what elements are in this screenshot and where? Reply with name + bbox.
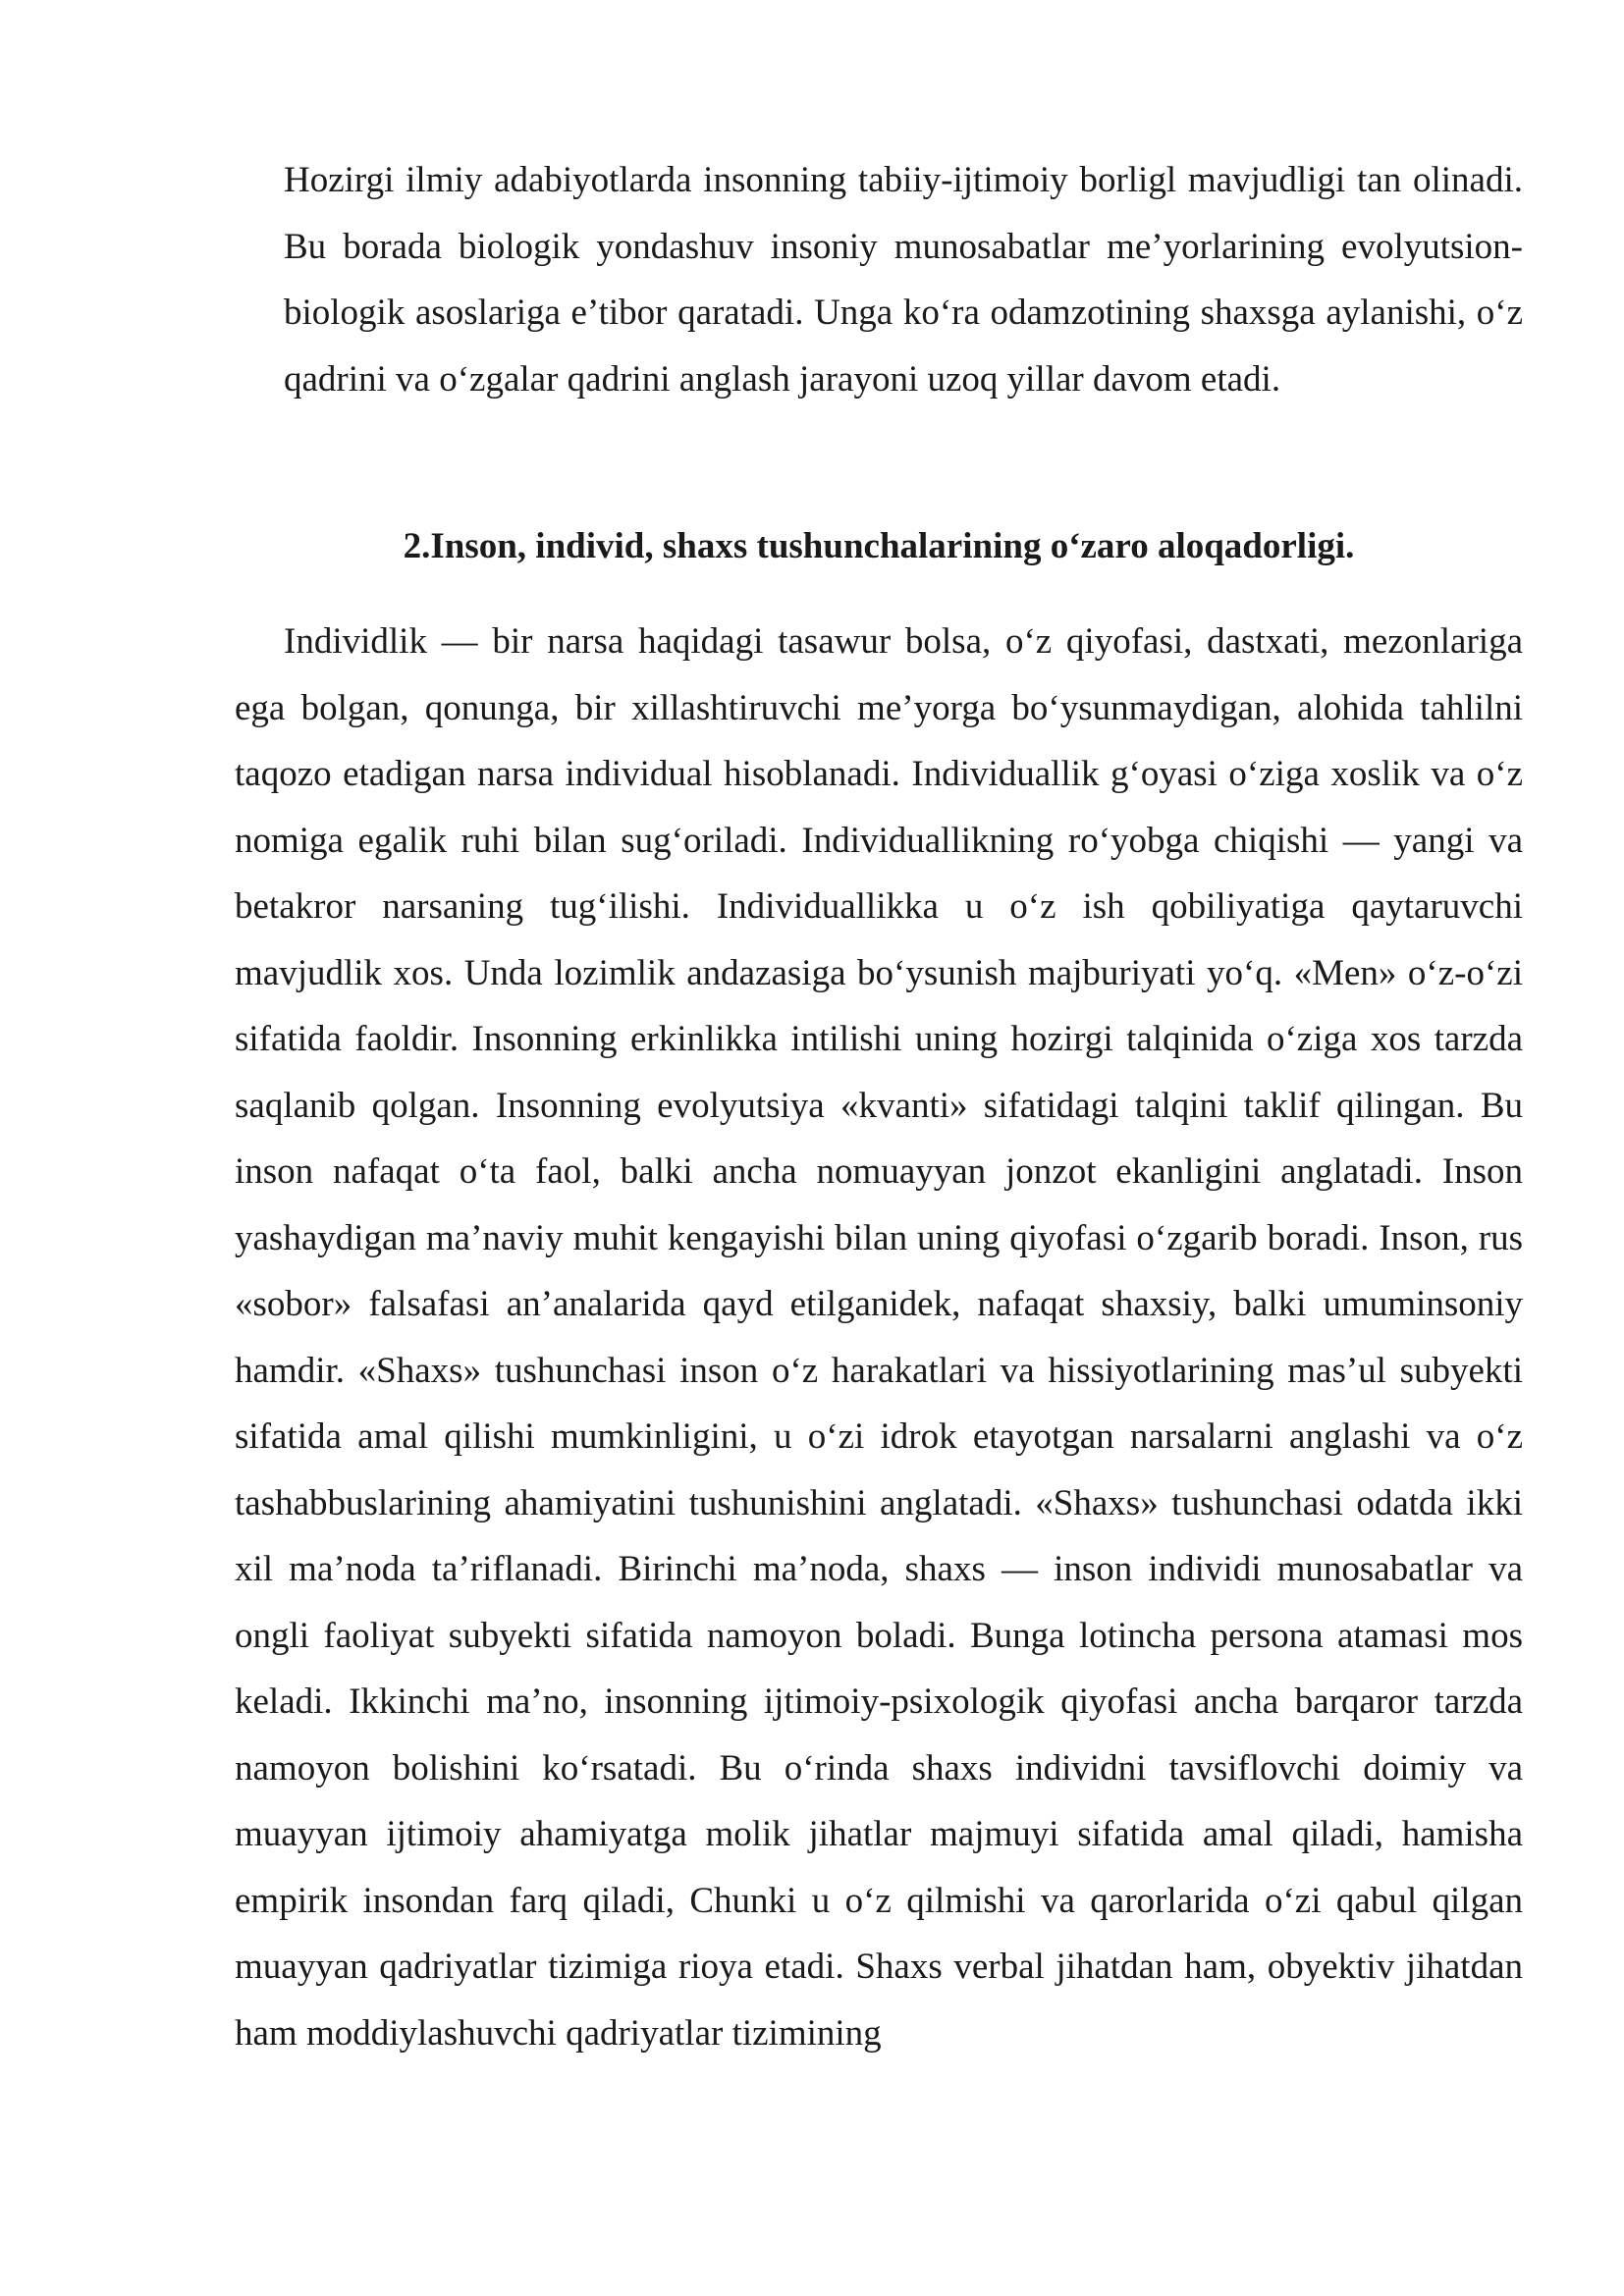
intro-paragraph: Hozirgi ilmiy adabiyotlarda insonning tabiiy-ijtimoiy borligl mavjudligi tan olinadi. Bu borada biologik yondashuv insoniy munosabatlar me’yorlarining evolyutsion-biologik asoslariga e’tibor qaratadi. Unga ko‘ra odamzotining shaxsga aylanishi, o‘z qadrini va o‘zgalar qadrini anglash jarayoni uzoq yillar davom etadi. [284,160,1523,400]
body-paragraph: Individlik — bir narsa haqidagi tasawur bolsa, o‘z qiyofasi, dastxati, mezonlariga ega bolgan, qonunga, bir xillashtiruvchi me’yorga bo‘ysunmaydigan, alohida tahlilni taqozo etadigan narsa individual hisoblanadi. Individuallik g‘oyasi o‘ziga xoslik va o‘z nomiga egalik ruhi bilan sug‘oriladi. Individuallikning ro‘yobga chiqishi — yangi va betakror narsaning tug‘ilishi. Individuallikka u o‘z ish qobiliyatiga qaytaruvchi mavjudlik xos. Unda lozimlik andazasiga bo‘ysunish majburiyati yo‘q. «Men» o‘z-o‘zi sifatida faoldir. Insonning erkinlikka intilishi uning hozirgi talqinida o‘ziga xos tarzda saqlanib qolgan. Insonning evolyutsiya «kvanti» sifatidagi talqini taklif qilingan. Bu inson nafaqat o‘ta faol, balki ancha nomuayyan jonzot ekanligini anglatadi. Inson yashaydigan ma’naviy muhit kengayishi bilan uning qiyofasi o‘zgarib boradi. Inson, rus «sobor» falsafasi an’analarida qayd etilganidek, nafaqat shaxsiy, balki umuminsoniy hamdir. «Shaxs» tushunchasi inson o‘z harakatlari va hissiyotlarining mas’ul subyekti sifatida amal qilishi mumkinligini, u o‘zi idrok etayotgan narsalarni anglashi va o‘z tashabbuslarining ahamiyatini tushunishini anglatadi. «Shaxs» tushunchasi odatda ikki xil ma’noda ta’riflanadi. Birinchi ma’noda, shaxs — inson individi munosabatlar va ongli faoliyat subyekti sifatida namoyon boladi. Bunga lotincha persona atamasi mos keladi. Ikkinchi ma’no, insonning ijtimoiy-psixologik qiyofasi ancha barqaror tarzda namoyon bolishini ko‘rsatadi. Bu o‘rinda shaxs individni tavsiflovchi doimiy va muayyan ijtimoiy ahamiyatga molik jihatlar majmuyi sifatida amal qiladi, hamisha empirik insondan farq qiladi, Chunki u o‘z qilmishi va qarorlarida o‘zi qabul qilgan muayyan qadriyatlar tizimiga rioya etadi. Shaxs verbal jihatdan ham, obyektiv jihatdan ham moddiylashuvchi qadriyatlar tizimining [235,621,1523,2054]
section-heading: 2.Inson, individ, shaxs tushunchalarining o‘zaro aloqadorligi. [403,526,1355,566]
